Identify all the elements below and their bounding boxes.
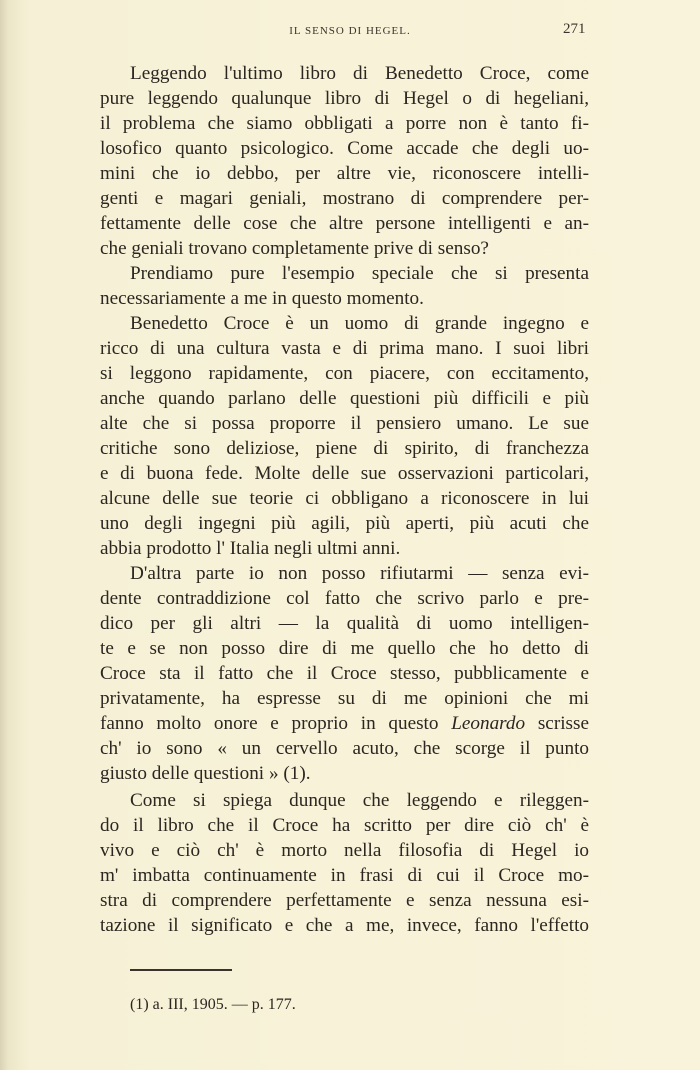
line-text: privatamente, ha espresse su di me opinioni che mi <box>100 688 589 709</box>
text-line <box>100 511 589 536</box>
text-line <box>100 136 589 161</box>
line-text: alte che si possa proporre il pensiero umano. Le sue <box>100 413 589 434</box>
line-text: dente contraddizione col fatto che scrivo parlo e pre- <box>100 588 589 609</box>
line-text: abbia prodotto l' Italia negli ultmi anni. <box>100 538 401 559</box>
text-line <box>100 586 589 611</box>
line-text: te e se non posso dire di me quello che ho detto di <box>100 638 589 659</box>
page-number: 271 <box>563 21 586 37</box>
line-text: ch' io sono « un cervello acuto, che scorge il punto <box>100 738 589 759</box>
text-line <box>100 286 589 311</box>
text-line <box>100 411 589 436</box>
text-line <box>100 261 589 286</box>
line-text: anche quando parlano delle questioni più difficili e più <box>100 388 589 409</box>
footnote-divider <box>130 969 232 971</box>
text-line <box>100 611 589 636</box>
line-text: Benedetto Croce è un uomo di grande ingegno e <box>130 313 589 334</box>
line-text: genti e magari geniali, mostrano di comprendere per- <box>100 188 589 209</box>
line-text: che geniali trovano completamente prive di senso? <box>100 238 489 259</box>
line-text: uno degli ingegni più agili, più aperti, più acuti che <box>100 513 589 534</box>
line-text: fettamente delle cose che altre persone intelligenti e an- <box>100 213 589 234</box>
line-text: vivo e ciò ch' è morto nella filosofia di Hegel io <box>100 840 589 861</box>
line-text: necessariamente a me in questo momento. <box>100 288 424 309</box>
line-text: Prendiamo pure l'esempio speciale che si presenta <box>130 263 589 284</box>
text-line <box>100 661 589 686</box>
line-text: D'altra parte io non posso rifiutarmi — senza evi- <box>130 563 589 584</box>
text-line <box>100 888 589 913</box>
text-line <box>100 436 589 461</box>
line-text: Come si spiega dunque che leggendo e rileggen- <box>130 790 589 811</box>
text-line <box>100 161 589 186</box>
line-text: mini che io debbo, per altre vie, riconoscere intelli- <box>100 163 589 184</box>
line-text: stra di comprendere perfettamente e senza nessuna esi- <box>100 890 589 911</box>
line-text: dico per gli altri — la qualità di uomo intelligen- <box>100 613 589 634</box>
text-line <box>100 788 589 813</box>
text-line <box>100 913 589 938</box>
text-line <box>100 61 589 86</box>
text-line <box>100 761 589 786</box>
line-text: fanno molto onore e proprio in questo <box>100 713 452 734</box>
line-text: critiche sono deliziose, piene di spirito, di franchezza <box>100 438 589 459</box>
text-line <box>100 838 589 863</box>
line-text: il problema che siamo obbligati a porre non è tanto fi- <box>100 113 589 134</box>
line-text: si leggono rapidamente, con piacere, con eccitamento, <box>100 363 589 384</box>
line-text: pure leggendo qualunque libro di Hegel o di hegeliani, <box>100 88 589 109</box>
line-text: alcune delle sue teorie ci obbligano a riconoscere in lui <box>100 488 589 509</box>
text-line <box>100 361 589 386</box>
text-line <box>100 636 589 661</box>
line-text: scrisse <box>525 713 589 734</box>
text-line <box>100 486 589 511</box>
footnote: (1) a. III, 1905. — p. 177. <box>130 996 296 1013</box>
italic-title: Leonardo <box>451 713 526 734</box>
line-text: tazione il significato e che a me, invece, fanno l'effetto <box>100 915 589 936</box>
line-text: losofico quanto psicologico. Come accade che degli uo- <box>100 138 589 159</box>
line-text: m' imbatta continuamente in frasi di cui il Croce mo- <box>100 865 589 886</box>
text-line <box>100 536 589 561</box>
running-title: IL SENSO DI HEGEL. <box>289 25 411 37</box>
line-text: Croce sta il fatto che il Croce stesso, pubblicamente e <box>100 663 589 684</box>
line-text: e di buona fede. Molte delle sue osservazioni particolari, <box>100 463 589 484</box>
text-line <box>100 561 589 586</box>
text-line <box>100 686 589 711</box>
line-text: giusto delle questioni » (1). <box>100 763 311 784</box>
text-line <box>100 111 589 136</box>
text-line <box>100 813 589 838</box>
line-text: Leggendo l'ultimo libro di Benedetto Croce, come <box>130 63 589 84</box>
text-line <box>100 336 589 361</box>
text-line <box>100 211 589 236</box>
text-line <box>100 86 589 111</box>
text-line <box>100 311 589 336</box>
line-text: ricco di una cultura vasta e di prima mano. I suoi libri <box>100 338 589 359</box>
text-line <box>100 186 589 211</box>
body-text <box>100 61 589 938</box>
line-text: do il libro che il Croce ha scritto per dire ciò ch' è <box>100 815 589 836</box>
text-line <box>100 461 589 486</box>
text-line <box>100 736 589 761</box>
text-line <box>100 711 589 736</box>
text-line <box>100 236 589 261</box>
text-line <box>100 863 589 888</box>
text-line <box>100 386 589 411</box>
